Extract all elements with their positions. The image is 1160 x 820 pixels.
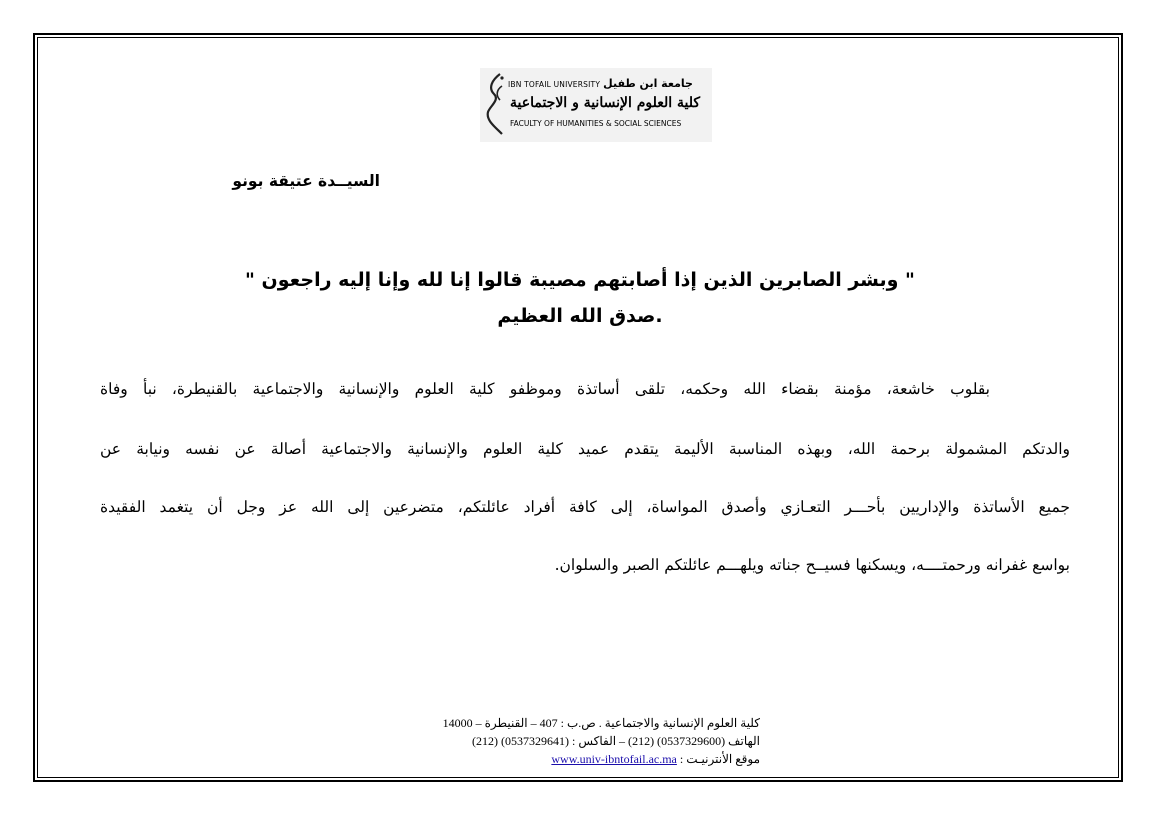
footer-phone-fax: الهاتف (0537329600) (212) – الفاكس : (0537329641) (212) [472, 734, 760, 748]
paragraph-line-2: والدتكم المشمولة برحمة الله، وبهذه المناسبة الأليمة يتقدم عميد كلية العلوم والإنسانية والاجتماعية أصالة عن نفسه ونيابة عن [100, 440, 1070, 458]
logo-university-en: IBN TOFAIL UNIVERSITY [508, 80, 601, 89]
website-label: موقع الأنترنيـت : [679, 752, 760, 766]
paragraph-line-1: بقلوب خاشعة، مؤمنة بقضاء الله وحكمه، تلقى أساتذة وموظفو كلية العلوم والإنسانية والاجتماعية بالقنيطرة، نبأ وفاة [100, 380, 990, 398]
footer-website [300, 750, 760, 768]
inner-border [37, 37, 1119, 778]
logo-faculty-en: FACULTY OF HUMANITIES & SOCIAL SCIENCES [510, 119, 682, 128]
footer-contact [300, 714, 760, 768]
university-emblem-icon [482, 72, 508, 138]
university-logo [480, 68, 712, 142]
verse-attribution: صدق الله العظيم. [497, 305, 663, 327]
recipient-name: السيــدة عتيقة بونو [232, 172, 380, 190]
logo-line-1 [508, 78, 693, 90]
verse-line: " وبشر الصابرين الذين إذا أصابتهم مصيبة قالوا إنا لله وإنا إليه راجعون " [245, 269, 915, 291]
logo-university-ar: جامعة ابن طفيل [603, 77, 693, 90]
website-link[interactable]: www.univ-ibntofail.ac.ma [551, 752, 677, 766]
logo-faculty-ar: كلية العلوم الإنسانية و الاجتماعية [510, 95, 701, 111]
quran-verse [150, 262, 1010, 334]
paragraph-line-3: جميع الأساتذة والإداريين بأحـــر التعـازي وأصدق المواساة، إلى كافة أفراد عائلتكم، متضرعين إلى الله عز وجل أن يتغمد الفقيدة [100, 498, 1070, 516]
paragraph-line-4: بواسع غفرانه ورحمتــــه، ويسكنها فسيــح جناته ويلهـــم عائلتكم الصبر والسلوان. [554, 556, 1070, 574]
footer-address: كلية العلوم الإنسانية والاجتماعية . ص.ب : 407 – القنيطرة – 14000 [442, 716, 760, 730]
